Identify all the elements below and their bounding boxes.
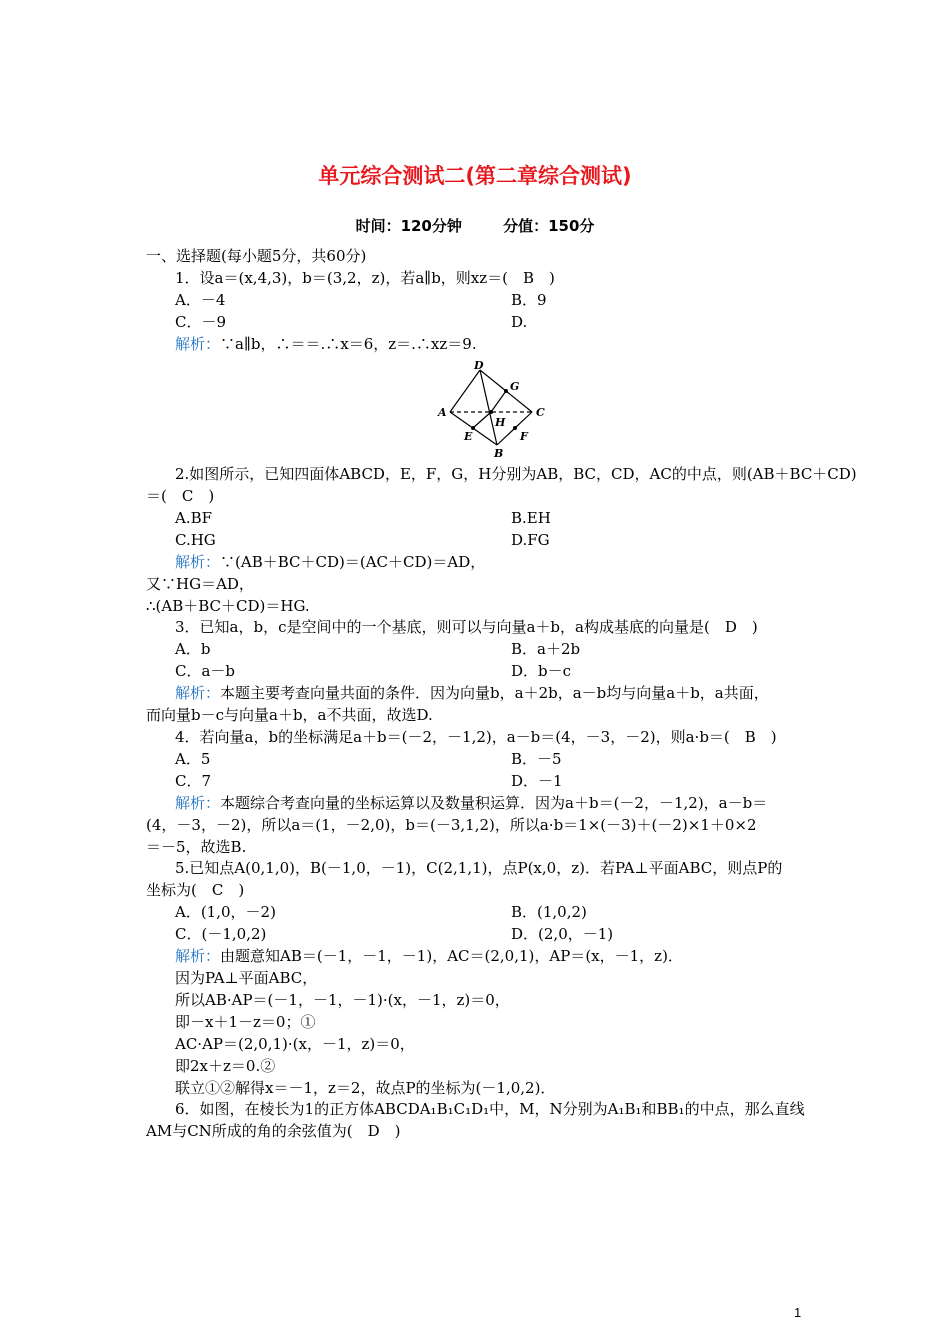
question-5-solution-line1 — [175, 946, 840, 967]
question-5-options-row2 — [175, 924, 840, 945]
time-limit: 时间：120分钟 — [355, 217, 462, 235]
page-number: 1 — [794, 1305, 802, 1320]
question-5-solution-line3: 所以AB·AP＝(－1，－1，－1)·(x，－1，z)＝0， — [175, 991, 510, 1009]
question-4-solution-line2: (4，－3，－2)，所以a＝(1，－2,0)，b＝(－3,1,2)，所以a·b＝1×(－3)＋(－2)×1＋0×2 — [146, 816, 757, 834]
option-d: D.FG — [511, 531, 550, 549]
solution-text: ∵(AB＋BC＋CD)＝(AC＋CD)＝AD， — [220, 553, 486, 571]
option-b: B．a＋2b — [511, 640, 581, 658]
label-E: E — [464, 430, 473, 443]
option-d: D．b－c — [511, 662, 572, 680]
solution-label: 解析： — [175, 335, 221, 353]
question-2-stem-line1: 2.如图所示，已知四面体ABCD，E，F，G，H分别为AB，BC，CD，AC的中点，则(AB＋BC＋CD) — [175, 465, 857, 483]
question-4-options-row2 — [175, 771, 840, 792]
question-3-solution-line1 — [175, 683, 840, 704]
option-b: B．－5 — [511, 750, 562, 768]
question-6-stem-line1: 6．如图，在棱长为1的正方体ABCDA₁B₁C₁D₁中，M，N分别为A₁B₁和BB₁的中点，那么直线 — [175, 1100, 805, 1118]
question-4-options-row1 — [175, 749, 840, 770]
option-c: C．a－b — [175, 662, 236, 680]
tetrahedron-figure — [432, 360, 557, 460]
option-b: B．9 — [511, 291, 547, 309]
label-F: F — [520, 430, 528, 443]
label-B: B — [494, 447, 504, 460]
option-a: A．5 — [175, 750, 211, 768]
solution-text: 本题综合考查向量的坐标运算以及数量积运算．因为a＋b＝(－2，－1,2)，a－b＝ — [220, 794, 768, 812]
question-5-solution-line6: 即2x＋z＝0.② — [175, 1057, 276, 1075]
option-c: C．7 — [175, 772, 212, 790]
question-5-options-row1 — [175, 902, 840, 923]
question-5-stem-line2: 坐标为( C ) — [146, 881, 245, 899]
question-2-options-row1 — [175, 508, 840, 529]
question-5-solution-line4: 即－x＋1－z＝0；① — [175, 1013, 316, 1031]
exam-meta — [0, 215, 950, 236]
option-a: A.BF — [175, 509, 213, 527]
page-title: 单元综合测试二(第二章综合测试) — [318, 164, 632, 188]
option-a: A．b — [175, 640, 211, 658]
question-5-solution-line7: 联立①②解得x＝－1，z＝2，故点P的坐标为(－1,0,2)． — [175, 1079, 556, 1097]
option-d: D. — [511, 313, 528, 331]
question-4-stem: 4．若向量a，b的坐标满足a＋b＝(－2，－1,2)，a－b＝(4，－3，－2)，则a·b＝( B ) — [175, 728, 777, 746]
question-2-stem-line2: ＝( C ) — [146, 487, 215, 505]
question-3-solution-line2: 而向量b－c与向量a＋b，a不共面，故选D. — [146, 706, 433, 724]
question-1-solution — [175, 334, 840, 355]
solution-label: 解析： — [175, 553, 221, 571]
question-1-stem: 1．设a＝(x,4,3)，b＝(3,2，z)，若a∥b，则xz＝( B ) — [175, 269, 555, 287]
option-c: C．－9 — [175, 313, 227, 331]
option-c: C．(－1,0,2) — [175, 925, 267, 943]
total-score: 分值：150分 — [503, 217, 595, 235]
label-D: D — [474, 360, 484, 372]
option-d: D．－1 — [511, 772, 563, 790]
solution-label: 解析： — [175, 684, 221, 702]
question-3-options-row1 — [175, 639, 840, 660]
question-3-options-row2 — [175, 661, 840, 682]
option-a: A．－4 — [175, 291, 226, 309]
question-3-stem: 3．已知a，b，c是空间中的一个基底，则可以与向量a＋b，a构成基底的向量是( D ) — [175, 618, 758, 636]
option-c: C.HG — [175, 531, 216, 549]
question-2-solution-line3: ∴(AB＋BC＋CD)＝HG. — [146, 597, 310, 615]
label-H: H — [495, 416, 506, 429]
question-5-stem-line1: 5.已知点A(0,1,0)，B(－1,0，－1)，C(2,1,1)，点P(x,0，z)．若PA⊥平面ABC，则点P的 — [175, 859, 783, 877]
option-a: A．(1,0，－2) — [175, 903, 276, 921]
question-1-options-row2 — [175, 312, 840, 333]
question-5-solution-line2: 因为PA⊥平面ABC， — [175, 969, 318, 987]
question-1-options-row1 — [175, 290, 840, 311]
section-heading: 一、选择题(每小题5分，共60分) — [146, 247, 367, 265]
question-2-solution-line2: 又∵HG＝AD， — [146, 575, 254, 593]
solution-label: 解析： — [175, 794, 221, 812]
question-4-solution-line1 — [175, 793, 840, 814]
solution-text: ∵a∥b，∴＝＝.∴x＝6，z＝.∴xz＝9. — [220, 335, 477, 353]
solution-text: 由题意知AB＝(－1，－1，－1)，AC＝(2,0,1)，AP＝(x，－1，z)． — [220, 947, 683, 965]
solution-text: 本题主要考查向量共面的条件．因为向量b，a＋2b，a－b均与向量a＋b，a共面， — [220, 684, 769, 702]
option-d: D．(2,0，－1) — [511, 925, 614, 943]
question-2-options-row2 — [175, 530, 840, 551]
label-G: G — [510, 380, 520, 393]
option-b: B．(1,0,2) — [511, 903, 587, 921]
question-4-solution-line3: ＝－5，故选B. — [146, 838, 247, 856]
question-6-stem-line2: AM与CN所成的角的余弦值为( D ) — [146, 1122, 401, 1140]
label-A: A — [438, 406, 447, 419]
label-C: C — [536, 406, 545, 419]
option-b: B.EH — [511, 509, 551, 527]
question-5-solution-line5: AC·AP＝(2,0,1)·(x，－1，z)＝0， — [175, 1035, 415, 1053]
solution-label: 解析： — [175, 947, 221, 965]
question-2-solution-line1 — [175, 552, 840, 573]
